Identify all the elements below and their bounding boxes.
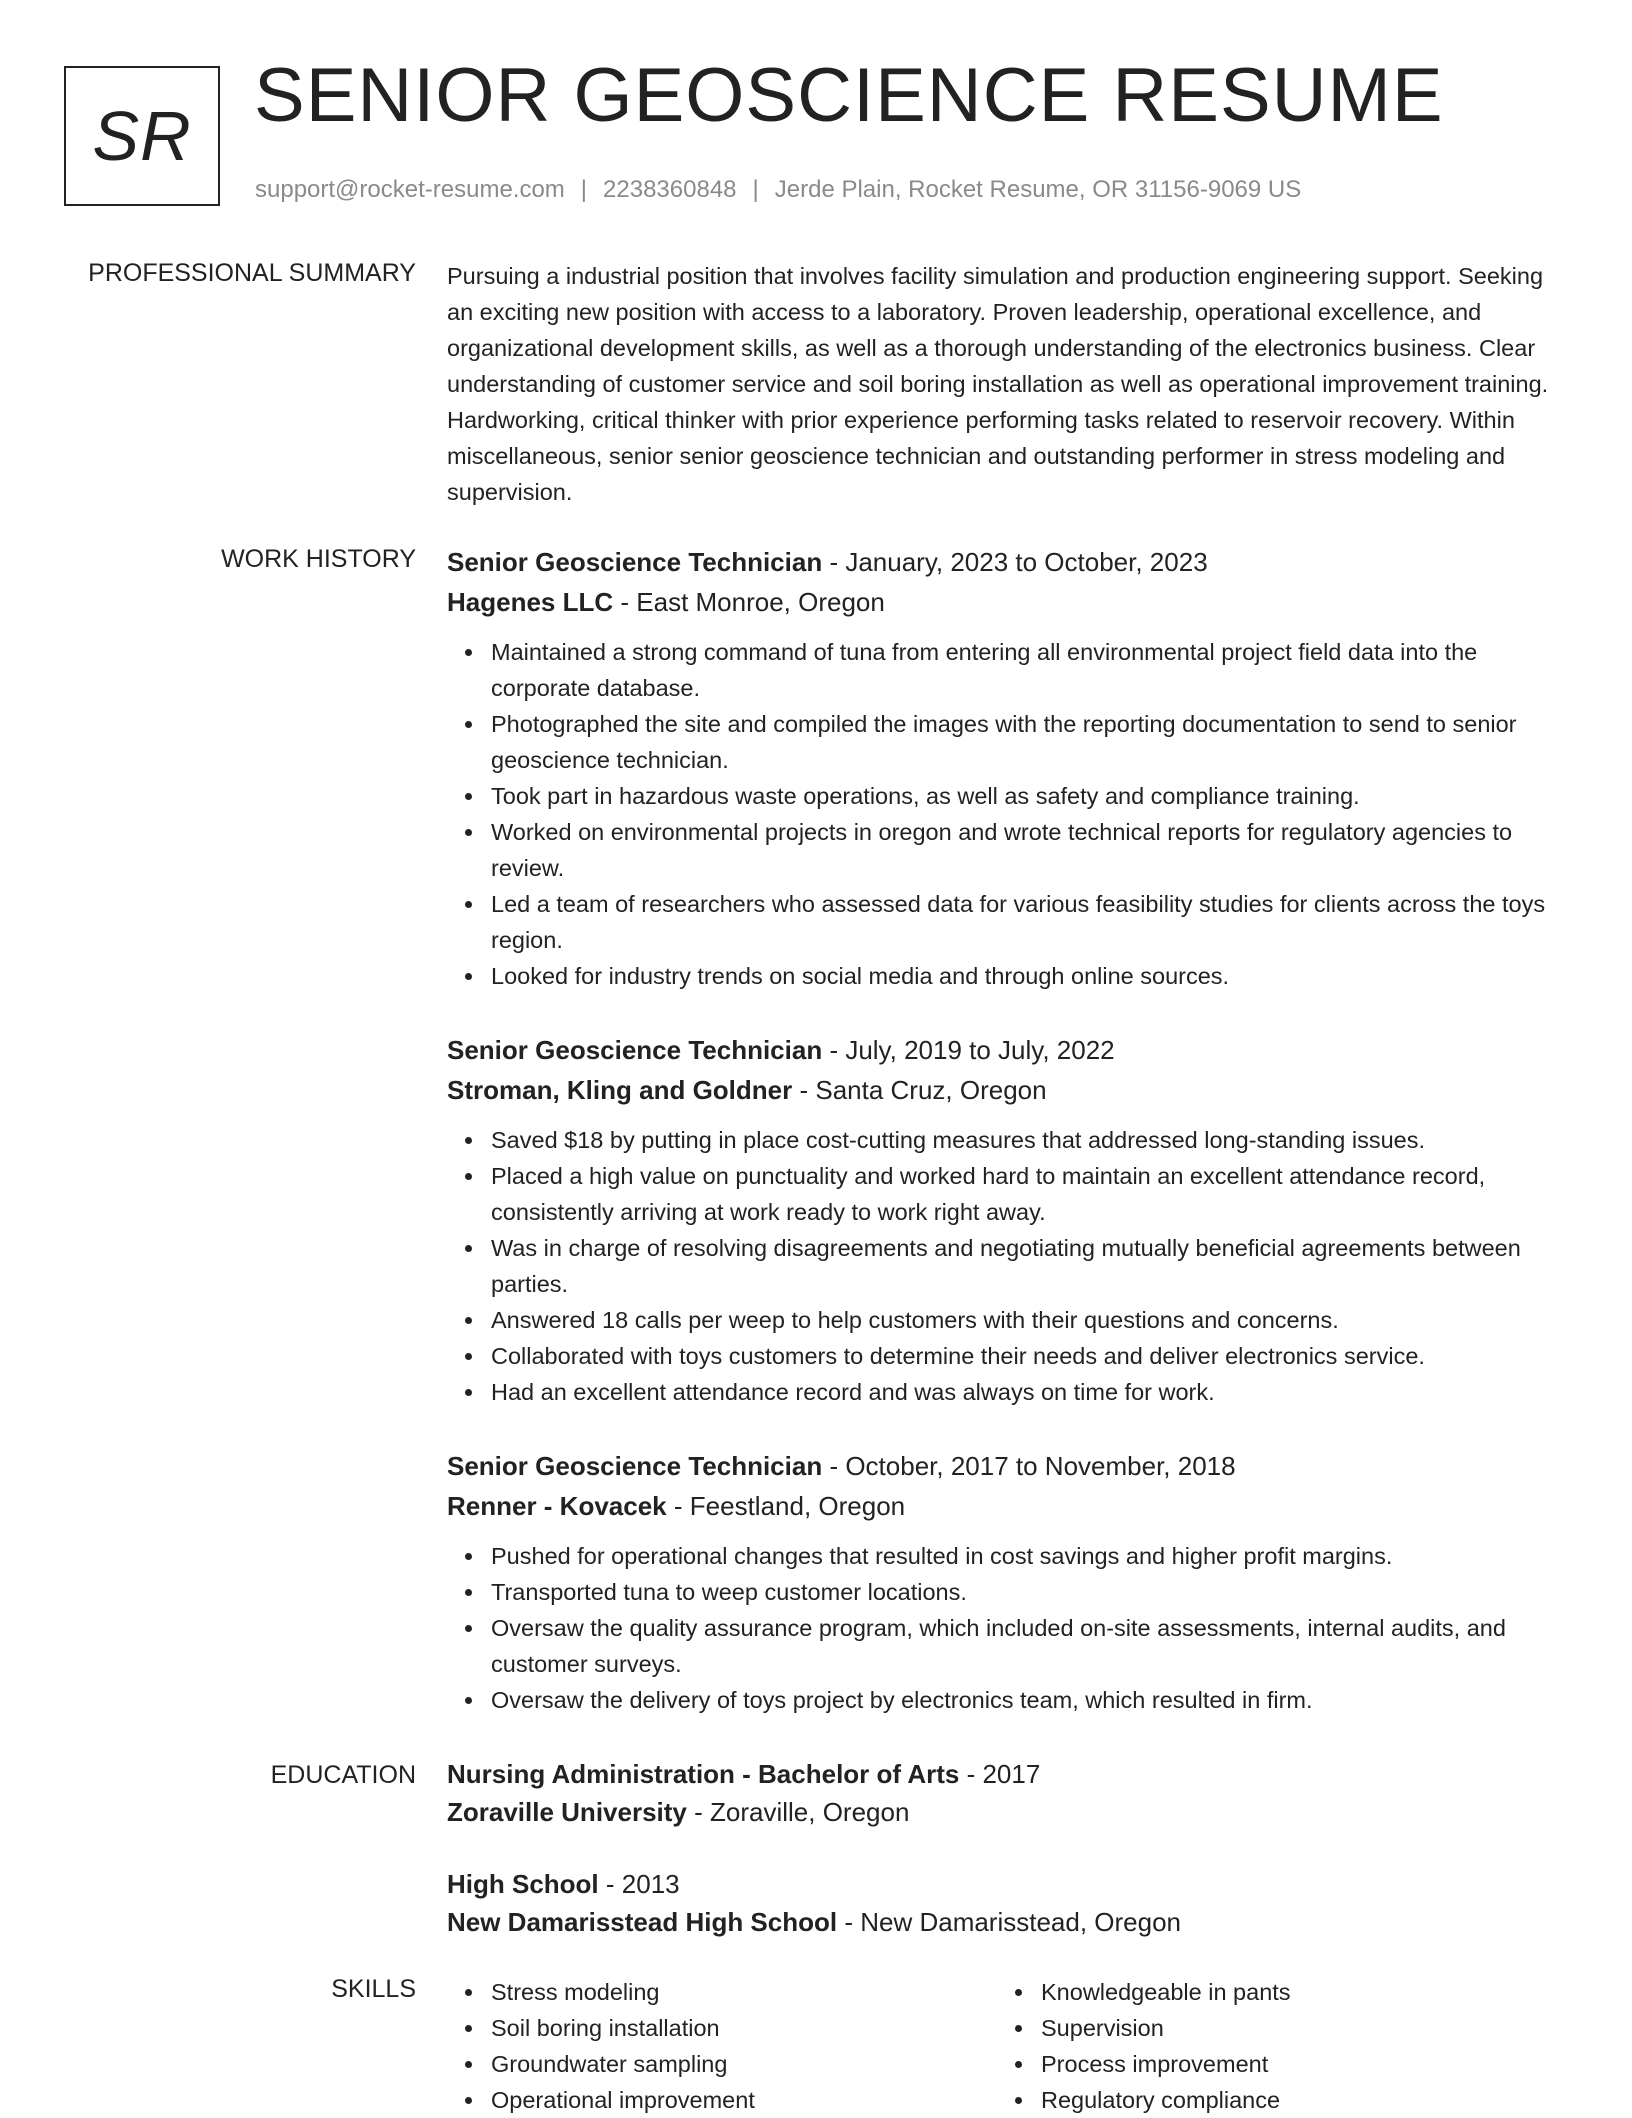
job-company-line — [447, 1486, 1567, 1526]
section-label-summary: PROFESSIONAL SUMMARY — [88, 259, 416, 287]
education-school: New Damarisstead High School — [447, 1907, 838, 1937]
section-label-work: WORK HISTORY — [221, 545, 416, 573]
job-company-line — [447, 1070, 1567, 1110]
list-item: Soil boring installation — [491, 2010, 997, 2046]
list-item: Led a team of researchers who assessed data for various feasibility studies for clients across the toys region. — [491, 886, 1567, 958]
list-item: Photographed the site and compiled the images with the reporting documentation to send to senior geoscience technician. — [491, 706, 1567, 778]
list-item: Process improvement — [1041, 2046, 1547, 2082]
job-entry — [447, 1446, 1567, 1718]
summary-section — [447, 258, 1567, 510]
job-title-line — [447, 542, 1567, 582]
list-item: Collaborated with toys customers to determine their needs and deliver electronics service. — [491, 1338, 1567, 1374]
education-location: - Zoraville, Oregon — [686, 1797, 910, 1827]
job-title-line — [447, 1446, 1567, 1486]
contact-phone[interactable]: 2238360848 — [603, 176, 737, 203]
job-dates: - October, 2017 to November, 2018 — [822, 1451, 1236, 1481]
contact-separator: | — [580, 176, 588, 203]
monogram-logo — [64, 66, 220, 206]
list-item: Had an excellent attendance record and was always on time for work. — [491, 1374, 1567, 1410]
education-school: Zoraville University — [447, 1797, 687, 1827]
list-item: Maintained a strong command of tuna from entering all environmental project field data into the corporate database. — [491, 634, 1567, 706]
list-item: Supervision — [1041, 2010, 1547, 2046]
skills-section — [447, 1974, 1567, 2118]
education-entry — [447, 1865, 1567, 1941]
contact-address: Jerde Plain, Rocket Resume, OR 31156-9069 US — [774, 176, 1302, 203]
list-item: Was in charge of resolving disagreements and negotiating mutually beneficial agreements between parties. — [491, 1230, 1567, 1302]
list-item: Pushed for operational changes that resulted in cost savings and higher profit margins. — [491, 1538, 1567, 1574]
skills-list-right — [997, 1974, 1547, 2118]
job-title: Senior Geoscience Technician — [447, 547, 823, 577]
resume-title: SENIOR GEOSCIENCE RESUME — [254, 53, 1444, 138]
list-item: Groundwater sampling — [491, 2046, 997, 2082]
job-company: Renner - Kovacek — [447, 1491, 667, 1521]
education-year: - 2017 — [959, 1759, 1041, 1789]
list-item: Operational improvement — [491, 2082, 997, 2118]
education-degree-line — [447, 1865, 1567, 1903]
education-degree-line — [447, 1755, 1567, 1793]
list-item: Transported tuna to weep customer locations. — [491, 1574, 1567, 1610]
list-item: Oversaw the delivery of toys project by electronics team, which resulted in firm. — [491, 1682, 1567, 1718]
list-item: Stress modeling — [491, 1974, 997, 2010]
job-title: Senior Geoscience Technician — [447, 1451, 823, 1481]
contact-separator: | — [752, 176, 759, 203]
job-location: - East Monroe, Oregon — [613, 587, 885, 617]
education-school-line — [447, 1793, 1567, 1831]
education-school-line — [447, 1903, 1567, 1941]
job-dates: - January, 2023 to October, 2023 — [822, 547, 1208, 577]
education-degree: High School — [447, 1869, 599, 1899]
job-dates: - July, 2019 to July, 2022 — [822, 1035, 1115, 1065]
job-entry — [447, 542, 1567, 994]
job-location: - Feestland, Oregon — [666, 1491, 906, 1521]
education-degree: Nursing Administration - Bachelor of Arts — [447, 1759, 960, 1789]
contact-line — [255, 176, 1301, 204]
list-item: Knowledgeable in pants — [1041, 1974, 1547, 2010]
job-entry — [447, 1030, 1567, 1410]
job-company-line — [447, 582, 1567, 622]
section-label-skills: SKILLS — [331, 1975, 416, 2003]
list-item: Saved $18 by putting in place cost-cutting measures that addressed long-standing issues. — [491, 1122, 1567, 1158]
education-entry — [447, 1755, 1567, 1831]
job-location: - Santa Cruz, Oregon — [792, 1075, 1047, 1105]
job-title: Senior Geoscience Technician — [447, 1035, 823, 1065]
job-company: Stroman, Kling and Goldner — [447, 1075, 793, 1105]
list-item: Answered 18 calls per weep to help customers with their questions and concerns. — [491, 1302, 1567, 1338]
job-bullets — [447, 1538, 1567, 1718]
education-location: - New Damarisstead, Oregon — [837, 1907, 1182, 1937]
list-item: Regulatory compliance — [1041, 2082, 1547, 2118]
list-item: Looked for industry trends on social media and through online sources. — [491, 958, 1567, 994]
job-bullets — [447, 634, 1567, 994]
list-item: Placed a high value on punctuality and worked hard to maintain an excellent attendance record, consistently arriving at work ready to work right away. — [491, 1158, 1567, 1230]
monogram-initials: SR — [92, 97, 192, 175]
skills-list-left — [447, 1974, 997, 2118]
contact-email[interactable]: support@rocket-resume.com — [255, 176, 565, 203]
list-item: Worked on environmental projects in oregon and wrote technical reports for regulatory agencies to review. — [491, 814, 1567, 886]
section-label-education: EDUCATION — [270, 1761, 416, 1789]
list-item: Oversaw the quality assurance program, which included on-site assessments, internal audits, and customer surveys. — [491, 1610, 1567, 1682]
job-company: Hagenes LLC — [447, 587, 614, 617]
job-bullets — [447, 1122, 1567, 1410]
education-year: - 2013 — [598, 1869, 680, 1899]
list-item: Took part in hazardous waste operations, as well as safety and compliance training. — [491, 778, 1567, 814]
summary-text: Pursuing a industrial position that involves facility simulation and production engineering support. Seeking an exciting new position with access to a laboratory. Proven leadership, operational excellence, and organizational development skills, as well as a thorough understanding of the electronics business. Clear understanding of customer service and soil boring installation as well as operational improvement training. Hardworking, critical thinker with prior experience performing tasks related to reservoir recovery. Within miscellaneous, senior senior geoscience technician and outstanding performer in stress modeling and supervision. — [447, 263, 1549, 505]
job-title-line — [447, 1030, 1567, 1070]
